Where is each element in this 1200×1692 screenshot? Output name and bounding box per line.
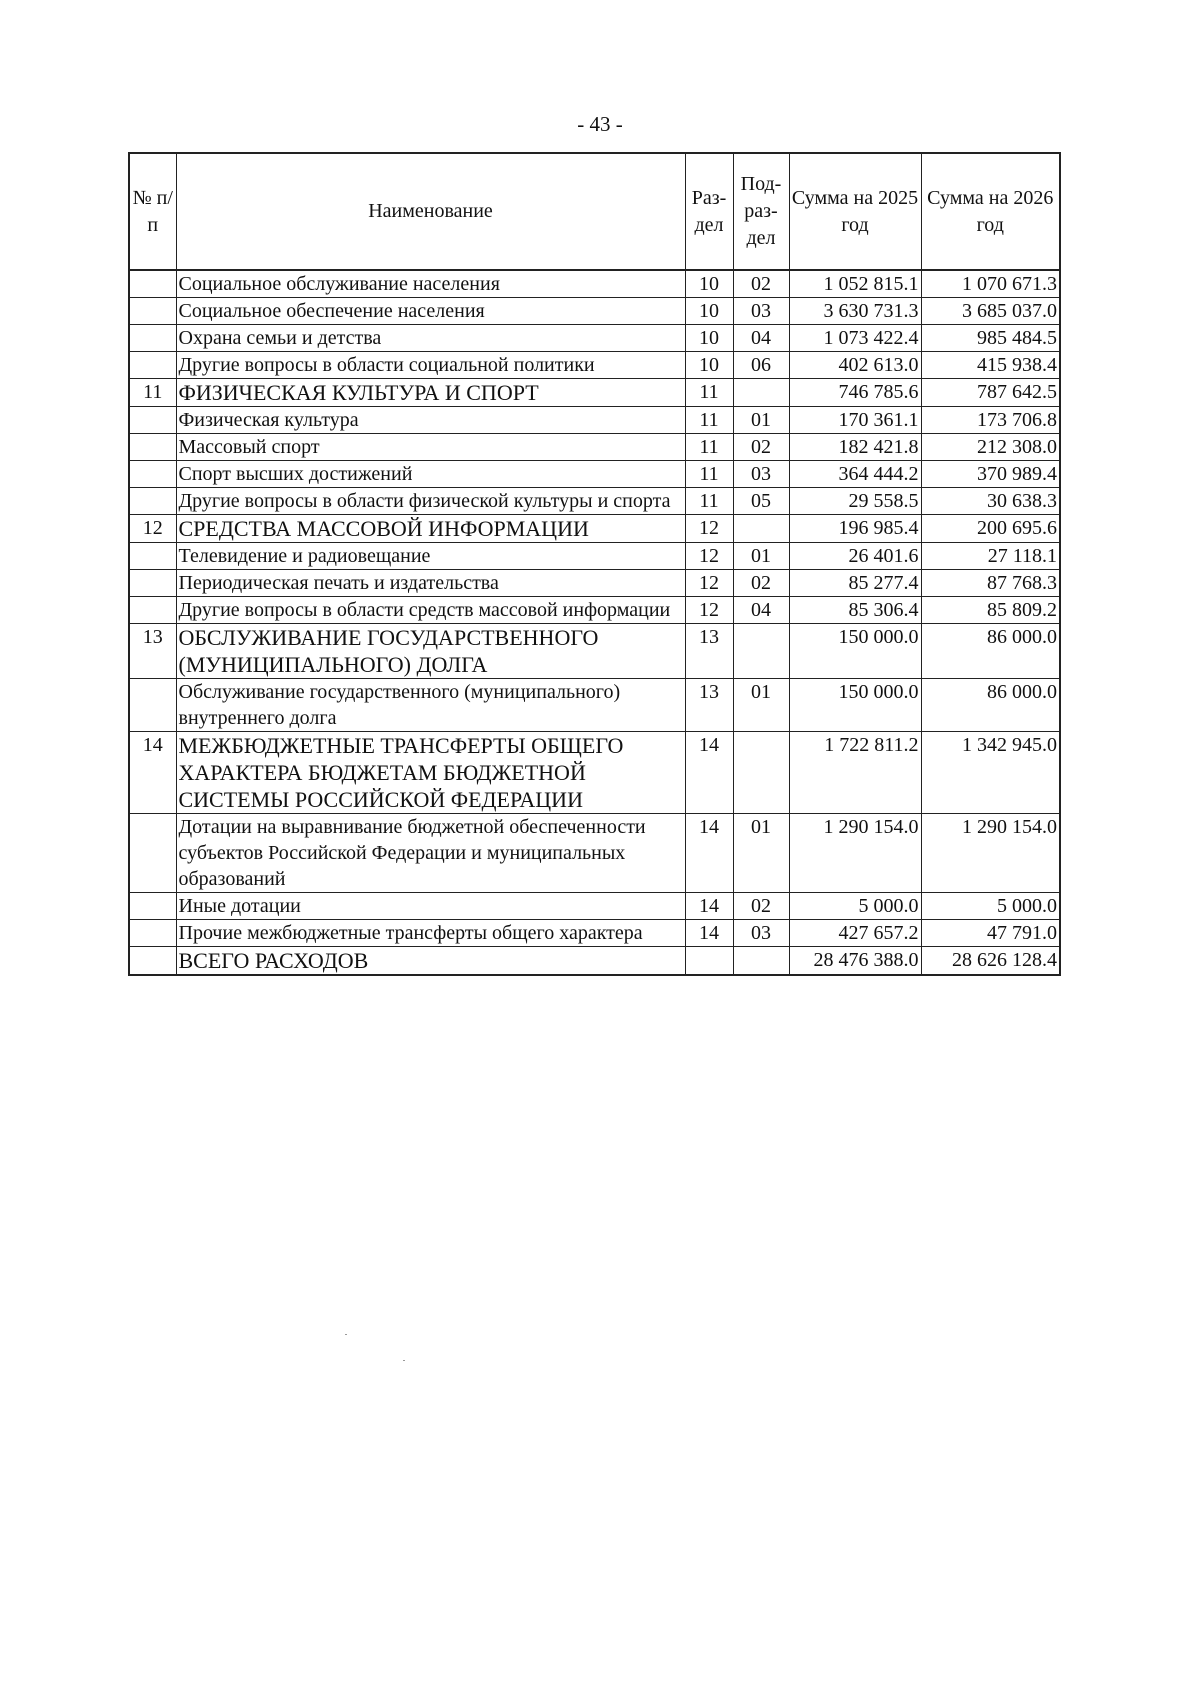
row-amount-2026-cell: 787 642.5 xyxy=(921,379,1060,407)
row-subsection-cell: 01 xyxy=(733,407,789,434)
row-num-cell xyxy=(129,570,176,597)
row-subsection-cell: 03 xyxy=(733,298,789,325)
header-section: Раз-дел xyxy=(685,153,733,270)
row-name-cell: Социальное обслуживание населения xyxy=(176,270,685,298)
row-amount-2026-cell: 415 938.4 xyxy=(921,352,1060,379)
header-amount-2026: Сумма на 2026 год xyxy=(921,153,1060,270)
row-amount-2026-cell: 1 290 154.0 xyxy=(921,814,1060,893)
table-row xyxy=(129,325,1060,352)
row-amount-2026-cell: 5 000.0 xyxy=(921,893,1060,920)
row-section-cell: 14 xyxy=(685,893,733,920)
row-name-cell: Прочие межбюджетные трансферты общего характера xyxy=(176,920,685,947)
row-num-cell xyxy=(129,407,176,434)
row-name-cell: ФИЗИЧЕСКАЯ КУЛЬТУРА И СПОРТ xyxy=(176,379,685,407)
row-section-cell: 11 xyxy=(685,434,733,461)
row-name-cell: Телевидение и радиовещание xyxy=(176,543,685,570)
row-num-cell: 13 xyxy=(129,624,176,679)
row-num-cell xyxy=(129,814,176,893)
row-subsection-cell xyxy=(733,515,789,543)
row-section-cell: 11 xyxy=(685,379,733,407)
row-amount-2025-cell: 402 613.0 xyxy=(789,352,921,379)
row-amount-2025-cell: 1 722 811.2 xyxy=(789,732,921,814)
table-row xyxy=(129,920,1060,947)
row-amount-2025-cell: 85 277.4 xyxy=(789,570,921,597)
table-row xyxy=(129,893,1060,920)
row-amount-2025-cell: 3 630 731.3 xyxy=(789,298,921,325)
header-subsection: Под-раз-дел xyxy=(733,153,789,270)
row-amount-2025-cell: 5 000.0 xyxy=(789,893,921,920)
row-amount-2025-cell: 150 000.0 xyxy=(789,679,921,732)
row-amount-2025-cell: 29 558.5 xyxy=(789,488,921,515)
row-amount-2025-cell: 1 290 154.0 xyxy=(789,814,921,893)
row-num-cell xyxy=(129,298,176,325)
row-subsection-cell: 04 xyxy=(733,597,789,624)
row-amount-2025-cell: 85 306.4 xyxy=(789,597,921,624)
row-section-cell: 14 xyxy=(685,732,733,814)
table-row xyxy=(129,488,1060,515)
row-amount-2025-cell: 1 052 815.1 xyxy=(789,270,921,298)
budget-table xyxy=(128,152,1061,976)
row-num-cell xyxy=(129,679,176,732)
table-row xyxy=(129,814,1060,893)
row-name-cell: МЕЖБЮДЖЕТНЫЕ ТРАНСФЕРТЫ ОБЩЕГО ХАРАКТЕРА БЮДЖЕТАМ БЮДЖЕТНОЙ СИСТЕМЫ РОССИЙСКОЙ ФЕДЕРАЦИИ xyxy=(176,732,685,814)
row-subsection-cell: 03 xyxy=(733,461,789,488)
total-label: ВСЕГО РАСХОДОВ xyxy=(176,947,685,976)
row-subsection-cell: 01 xyxy=(733,814,789,893)
row-subsection-cell xyxy=(733,624,789,679)
row-amount-2025-cell: 1 073 422.4 xyxy=(789,325,921,352)
row-amount-2026-cell: 212 308.0 xyxy=(921,434,1060,461)
row-amount-2025-cell: 182 421.8 xyxy=(789,434,921,461)
row-section-cell: 11 xyxy=(685,488,733,515)
row-amount-2026-cell: 1 070 671.3 xyxy=(921,270,1060,298)
row-name-cell: Другие вопросы в области социальной политики xyxy=(176,352,685,379)
row-name-cell: Дотации на выравнивание бюджетной обеспеченности субъектов Российской Федерации и муниципальных образований xyxy=(176,814,685,893)
row-amount-2026-cell: 86 000.0 xyxy=(921,624,1060,679)
row-section-cell: 10 xyxy=(685,298,733,325)
row-name-cell: Спорт высших достижений xyxy=(176,461,685,488)
header-name: Наименование xyxy=(176,153,685,270)
row-num-cell xyxy=(129,893,176,920)
row-section-cell: 10 xyxy=(685,325,733,352)
row-section-cell: 12 xyxy=(685,597,733,624)
row-section-cell: 14 xyxy=(685,920,733,947)
row-subsection-cell: 01 xyxy=(733,543,789,570)
row-amount-2026-cell: 47 791.0 xyxy=(921,920,1060,947)
row-amount-2026-cell: 87 768.3 xyxy=(921,570,1060,597)
row-num-cell xyxy=(129,461,176,488)
row-subsection-cell: 02 xyxy=(733,570,789,597)
row-amount-2026-cell: 985 484.5 xyxy=(921,325,1060,352)
total-subsection-cell xyxy=(733,947,789,976)
row-name-cell: Социальное обеспечение населения xyxy=(176,298,685,325)
total-amount-2026: 28 626 128.4 xyxy=(921,947,1060,976)
row-subsection-cell: 03 xyxy=(733,920,789,947)
table-row xyxy=(129,434,1060,461)
row-amount-2025-cell: 196 985.4 xyxy=(789,515,921,543)
scan-speck xyxy=(345,1334,347,1335)
row-num-cell: 12 xyxy=(129,515,176,543)
row-subsection-cell xyxy=(733,379,789,407)
row-section-cell: 13 xyxy=(685,624,733,679)
table-body xyxy=(129,270,1060,947)
page-number: - 43 - xyxy=(577,112,623,136)
row-num-cell: 11 xyxy=(129,379,176,407)
row-subsection-cell: 02 xyxy=(733,270,789,298)
row-amount-2025-cell: 364 444.2 xyxy=(789,461,921,488)
row-subsection-cell: 02 xyxy=(733,434,789,461)
row-subsection-cell: 06 xyxy=(733,352,789,379)
row-section-cell: 14 xyxy=(685,814,733,893)
row-section-cell: 12 xyxy=(685,570,733,597)
row-name-cell: Массовый спорт xyxy=(176,434,685,461)
row-num-cell xyxy=(129,543,176,570)
table-row xyxy=(129,407,1060,434)
row-num-cell xyxy=(129,920,176,947)
row-amount-2026-cell: 30 638.3 xyxy=(921,488,1060,515)
row-amount-2026-cell: 27 118.1 xyxy=(921,543,1060,570)
row-name-cell: СРЕДСТВА МАССОВОЙ ИНФОРМАЦИИ xyxy=(176,515,685,543)
row-name-cell: Иные дотации xyxy=(176,893,685,920)
row-amount-2025-cell: 26 401.6 xyxy=(789,543,921,570)
row-subsection-cell xyxy=(733,732,789,814)
table-row xyxy=(129,352,1060,379)
row-section-cell: 12 xyxy=(685,543,733,570)
row-amount-2026-cell: 200 695.6 xyxy=(921,515,1060,543)
scan-speck xyxy=(403,1360,405,1361)
table-row xyxy=(129,298,1060,325)
row-num-cell xyxy=(129,488,176,515)
row-section-cell: 13 xyxy=(685,679,733,732)
section-total-row xyxy=(129,379,1060,407)
row-subsection-cell: 01 xyxy=(733,679,789,732)
row-amount-2026-cell: 370 989.4 xyxy=(921,461,1060,488)
table-row xyxy=(129,597,1060,624)
row-name-cell: Охрана семьи и детства xyxy=(176,325,685,352)
row-section-cell: 11 xyxy=(685,461,733,488)
row-amount-2025-cell: 170 361.1 xyxy=(789,407,921,434)
row-subsection-cell: 02 xyxy=(733,893,789,920)
row-section-cell: 10 xyxy=(685,270,733,298)
row-num-cell xyxy=(129,325,176,352)
row-name-cell: Периодическая печать и издательства xyxy=(176,570,685,597)
row-amount-2026-cell: 173 706.8 xyxy=(921,407,1060,434)
table-header-row xyxy=(129,153,1060,270)
section-total-row xyxy=(129,624,1060,679)
table-row xyxy=(129,543,1060,570)
row-amount-2025-cell: 427 657.2 xyxy=(789,920,921,947)
table-row xyxy=(129,679,1060,732)
total-amount-2025: 28 476 388.0 xyxy=(789,947,921,976)
row-name-cell: Другие вопросы в области средств массовой информации xyxy=(176,597,685,624)
row-subsection-cell: 05 xyxy=(733,488,789,515)
row-section-cell: 11 xyxy=(685,407,733,434)
row-num-cell xyxy=(129,270,176,298)
total-num-cell xyxy=(129,947,176,976)
row-num-cell xyxy=(129,434,176,461)
section-total-row xyxy=(129,732,1060,814)
row-amount-2026-cell: 1 342 945.0 xyxy=(921,732,1060,814)
row-name-cell: Физическая культура xyxy=(176,407,685,434)
row-amount-2025-cell: 150 000.0 xyxy=(789,624,921,679)
table-row xyxy=(129,570,1060,597)
row-name-cell: ОБСЛУЖИВАНИЕ ГОСУДАРСТВЕННОГО (МУНИЦИПАЛЬНОГО) ДОЛГА xyxy=(176,624,685,679)
row-amount-2026-cell: 86 000.0 xyxy=(921,679,1060,732)
row-num-cell xyxy=(129,597,176,624)
header-amount-2025: Сумма на 2025 год xyxy=(789,153,921,270)
row-section-cell: 10 xyxy=(685,352,733,379)
row-amount-2025-cell: 746 785.6 xyxy=(789,379,921,407)
row-name-cell: Другие вопросы в области физической культуры и спорта xyxy=(176,488,685,515)
row-amount-2026-cell: 85 809.2 xyxy=(921,597,1060,624)
row-num-cell: 14 xyxy=(129,732,176,814)
total-row xyxy=(129,947,1060,976)
table-row xyxy=(129,461,1060,488)
table-row xyxy=(129,270,1060,298)
row-name-cell: Обслуживание государственного (муниципального) внутреннего долга xyxy=(176,679,685,732)
row-section-cell: 12 xyxy=(685,515,733,543)
row-amount-2026-cell: 3 685 037.0 xyxy=(921,298,1060,325)
header-num: № п/п xyxy=(129,153,176,270)
row-subsection-cell: 04 xyxy=(733,325,789,352)
total-section-cell xyxy=(685,947,733,976)
row-num-cell xyxy=(129,352,176,379)
section-total-row xyxy=(129,515,1060,543)
